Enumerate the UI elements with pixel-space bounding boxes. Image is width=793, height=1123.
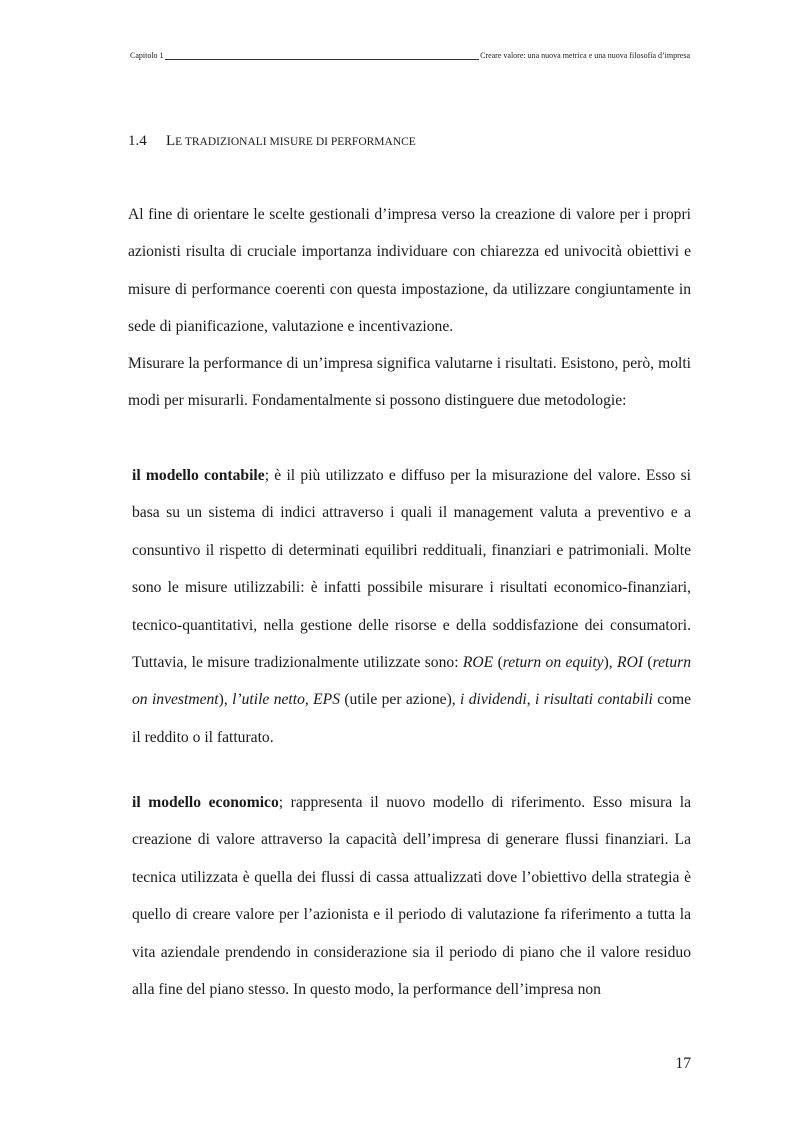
header-title: Creare valore: una nuova metrica e una nuova filosofia d’impresa — [480, 51, 690, 60]
term-risultati-contabili: i risultati contabili — [535, 691, 653, 709]
section-number: 1.4 — [128, 133, 147, 149]
paragraph-modello-economico: il modello economico; rappresenta il nuovo modello di riferimento. Esso misura la creazione di valore attraverso la capacità dell’impresa di generare flussi finanziari. La tecnica utilizzata è quella dei flussi di cassa attualizzati dove l’obiettivo della strategia è quello di creare valore per l’azionista e il periodo di valutazione fa riferimento a tutta la vita aziendale prendendo in considerazione sia il periodo di piano che il valore residuo alla fine del piano stesso. In questo modo, la performance dell’impresa non — [132, 794, 692, 999]
term-modello-contabile: il modello contabile — [132, 467, 265, 484]
paragraph-methods: Misurare la performance di un’impresa significa valutarne i risultati. Esistono, però, molti modi per misurarli. Fondamentalmente si possono distinguere due metodologie: — [128, 355, 691, 410]
section-title-rest: E TRADIZIONALI MISURE DI PERFORMANCE — [175, 136, 416, 148]
section-title-initial: L — [166, 133, 176, 149]
header-rule — [165, 59, 480, 60]
header-chapter: Capitolo 1 — [130, 51, 164, 60]
section-heading — [128, 131, 416, 152]
paragraph-intro: Al fine di orientare le scelte gestionali d’impresa verso la creazione di valore per i propri azionisti risulta di cruciale importanza individuare con chiarezza ed univocità obiettivi e misure di performance coerenti con questa impostazione, da utilizzare congiuntamente in sede di pianificazione, valutazione e incentivazione. — [128, 206, 691, 336]
paragraph-modello-contabile: il modello contabile; è il più utilizzato e diffuso per la misurazione del valore. Esso si basa su un sistema di indici attraverso i quali il management valuta a preventivo e a consuntivo il rispetto di determinati equilibri reddituali, finanziari e patrimoniali. Molte sono le misure utilizzabili: è infatti possibile misurare i risultati economico-finanziari, tecnico-quantitativi, nella gestione delle risorse e della soddisfazione dei consumatori. Tuttavia, le misure tradizionalmente utilizzate sono: ROE (return on equity), ROI (return on investment), l’utile netto, EPS (utile per azione), i dividendi, i risultati contabili come il reddito o il fatturato. — [132, 467, 692, 746]
term-roi: ROI — [617, 654, 644, 672]
term-dividendi: i dividendi — [460, 691, 527, 709]
term-utile-netto: l’utile netto — [232, 691, 305, 709]
running-header — [130, 47, 690, 61]
term-eps: EPS — [313, 691, 340, 709]
page-number: 17 — [675, 1055, 691, 1072]
term-roe: ROE — [462, 654, 494, 672]
term-modello-economico: il modello economico — [132, 794, 279, 811]
